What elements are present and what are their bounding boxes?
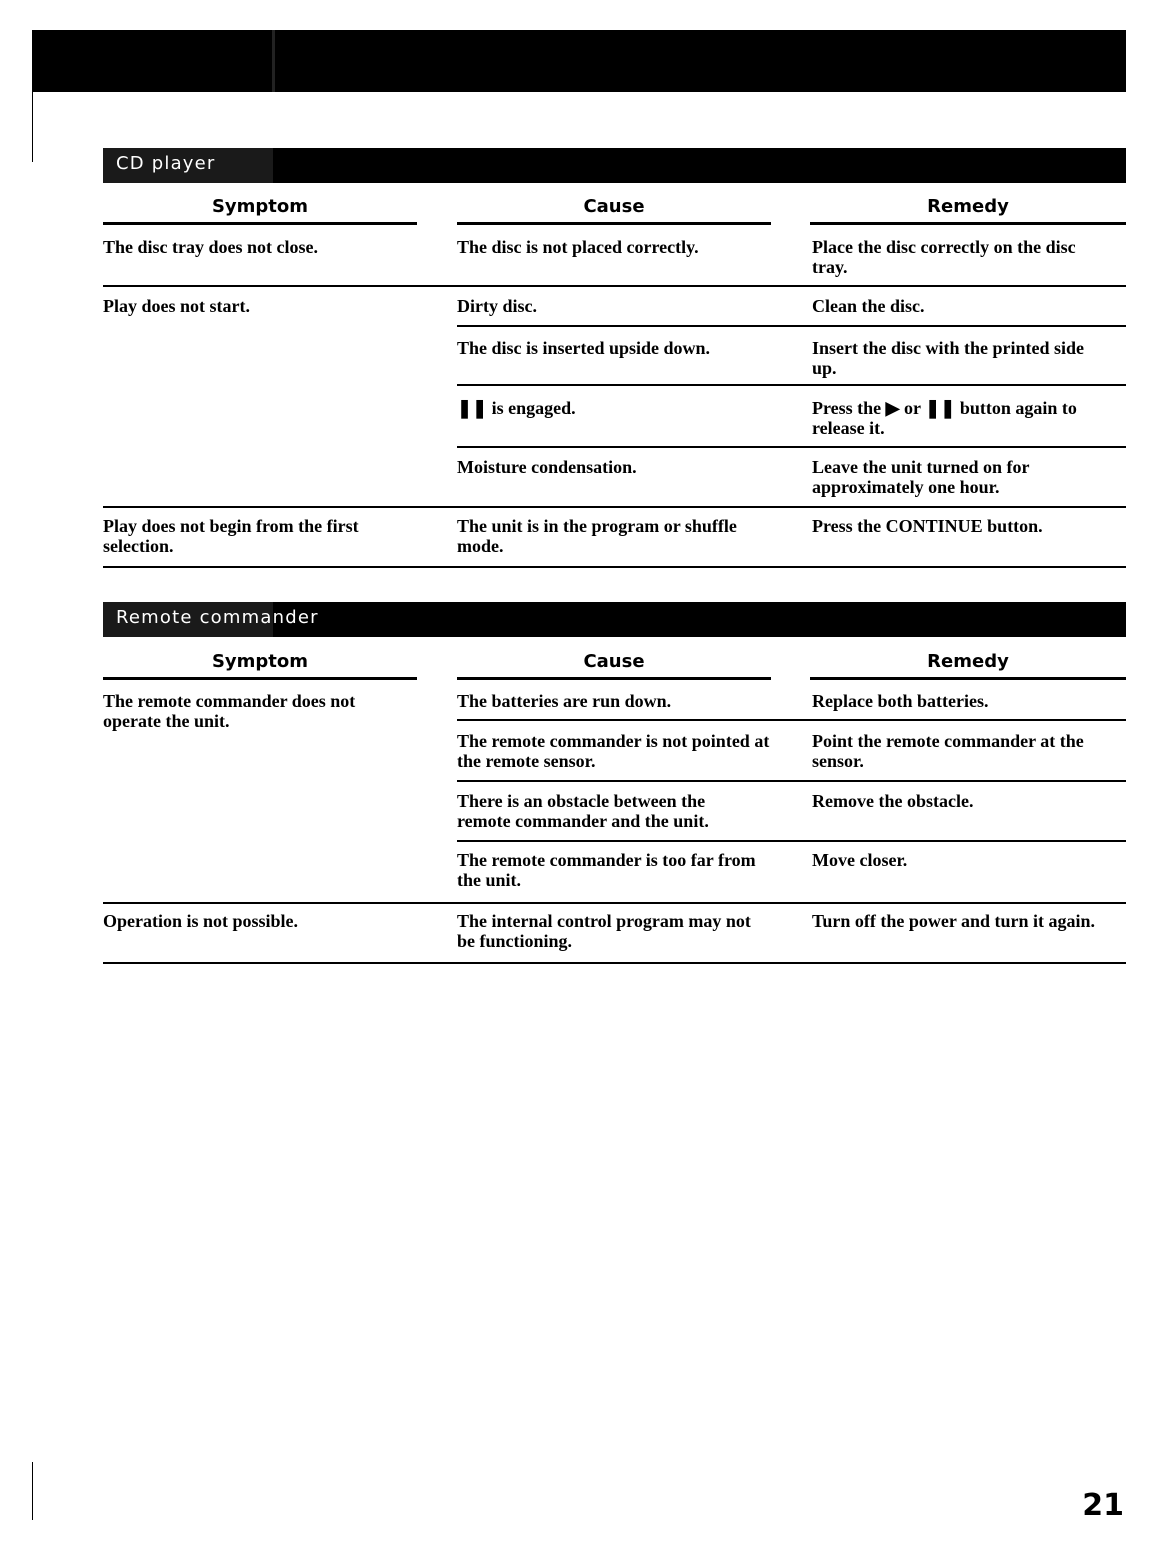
column-header-remedy: Remedy: [927, 196, 1009, 217]
page-number: 21: [1082, 1488, 1124, 1523]
row-divider: [103, 902, 1126, 904]
symptom-cell: The disc tray does not close.: [103, 237, 318, 257]
remedy-cell: Point the remote commander at the sensor.: [812, 731, 1084, 771]
row-divider: [457, 325, 1126, 327]
section-header-remote-commander: [103, 602, 1126, 637]
cause-cell: The batteries are run down.: [457, 691, 672, 711]
cause-cell: There is an obstacle between the remote commander and the unit.: [457, 791, 709, 831]
remedy-cell: Leave the unit turned on for approximately one hour.: [812, 457, 1030, 497]
row-divider: [103, 285, 1126, 287]
header-rule: [103, 677, 417, 680]
cause-cell: Dirty disc.: [457, 296, 537, 316]
remedy-cell: Remove the obstacle.: [812, 791, 974, 811]
remedy-cell: Insert the disc with the printed side up.: [812, 338, 1085, 378]
symptom-cell: Play does not start.: [103, 296, 250, 316]
symptom-cell: Operation is not possible.: [103, 911, 299, 931]
symptom-cell: The remote commander does not operate the unit.: [103, 691, 356, 731]
header-rule: [810, 222, 1126, 225]
row-divider: [457, 446, 1126, 448]
section-bottom-rule: [103, 566, 1126, 568]
row-divider: [457, 780, 1126, 782]
cause-cell: The internal control program may not be functioning.: [457, 911, 751, 951]
section-title: Remote commander: [116, 607, 319, 628]
row-divider: [457, 719, 1126, 721]
section-title: CD player: [116, 153, 216, 174]
cause-cell: The remote commander is too far from the unit.: [457, 850, 756, 890]
remedy-cell: Move closer.: [812, 850, 908, 870]
header-rule: [457, 677, 771, 680]
column-header-cause: Cause: [583, 651, 645, 672]
cause-cell: Moisture condensation.: [457, 457, 637, 477]
header-rule: [457, 222, 771, 225]
cause-cell: The remote commander is not pointed at the remote sensor.: [457, 731, 770, 771]
section-header-cd-player: [103, 148, 1126, 183]
cause-cell: The disc is not placed correctly.: [457, 237, 699, 257]
header-rule: [103, 222, 417, 225]
row-divider: [457, 840, 1126, 842]
row-divider: [457, 384, 1126, 386]
column-header-symptom: Symptom: [211, 651, 309, 672]
margin-line: [32, 1462, 33, 1520]
column-header-symptom: Symptom: [211, 196, 309, 217]
remedy-cell: Press the ▶ or ❚❚ button again to release it.: [812, 398, 1077, 438]
remedy-cell: Replace both batteries.: [812, 691, 989, 711]
cause-cell: The disc is inserted upside down.: [457, 338, 711, 358]
section-bottom-rule: [103, 962, 1126, 964]
remedy-cell: Press the CONTINUE button.: [812, 516, 1043, 536]
remedy-cell: Place the disc correctly on the disc tray.: [812, 237, 1076, 277]
cause-cell: The unit is in the program or shuffle mode.: [457, 516, 737, 556]
top-header-bar: [32, 30, 1126, 92]
row-divider: [103, 506, 1126, 508]
column-header-remedy: Remedy: [927, 651, 1009, 672]
column-header-cause: Cause: [583, 196, 645, 217]
margin-line: [32, 92, 33, 162]
cause-cell: ❚❚ is engaged.: [457, 398, 576, 418]
symptom-cell: Play does not begin from the first selection.: [103, 516, 359, 556]
header-rule: [810, 677, 1126, 680]
remedy-cell: Clean the disc.: [812, 296, 925, 316]
remedy-cell: Turn off the power and turn it again.: [812, 911, 1096, 931]
